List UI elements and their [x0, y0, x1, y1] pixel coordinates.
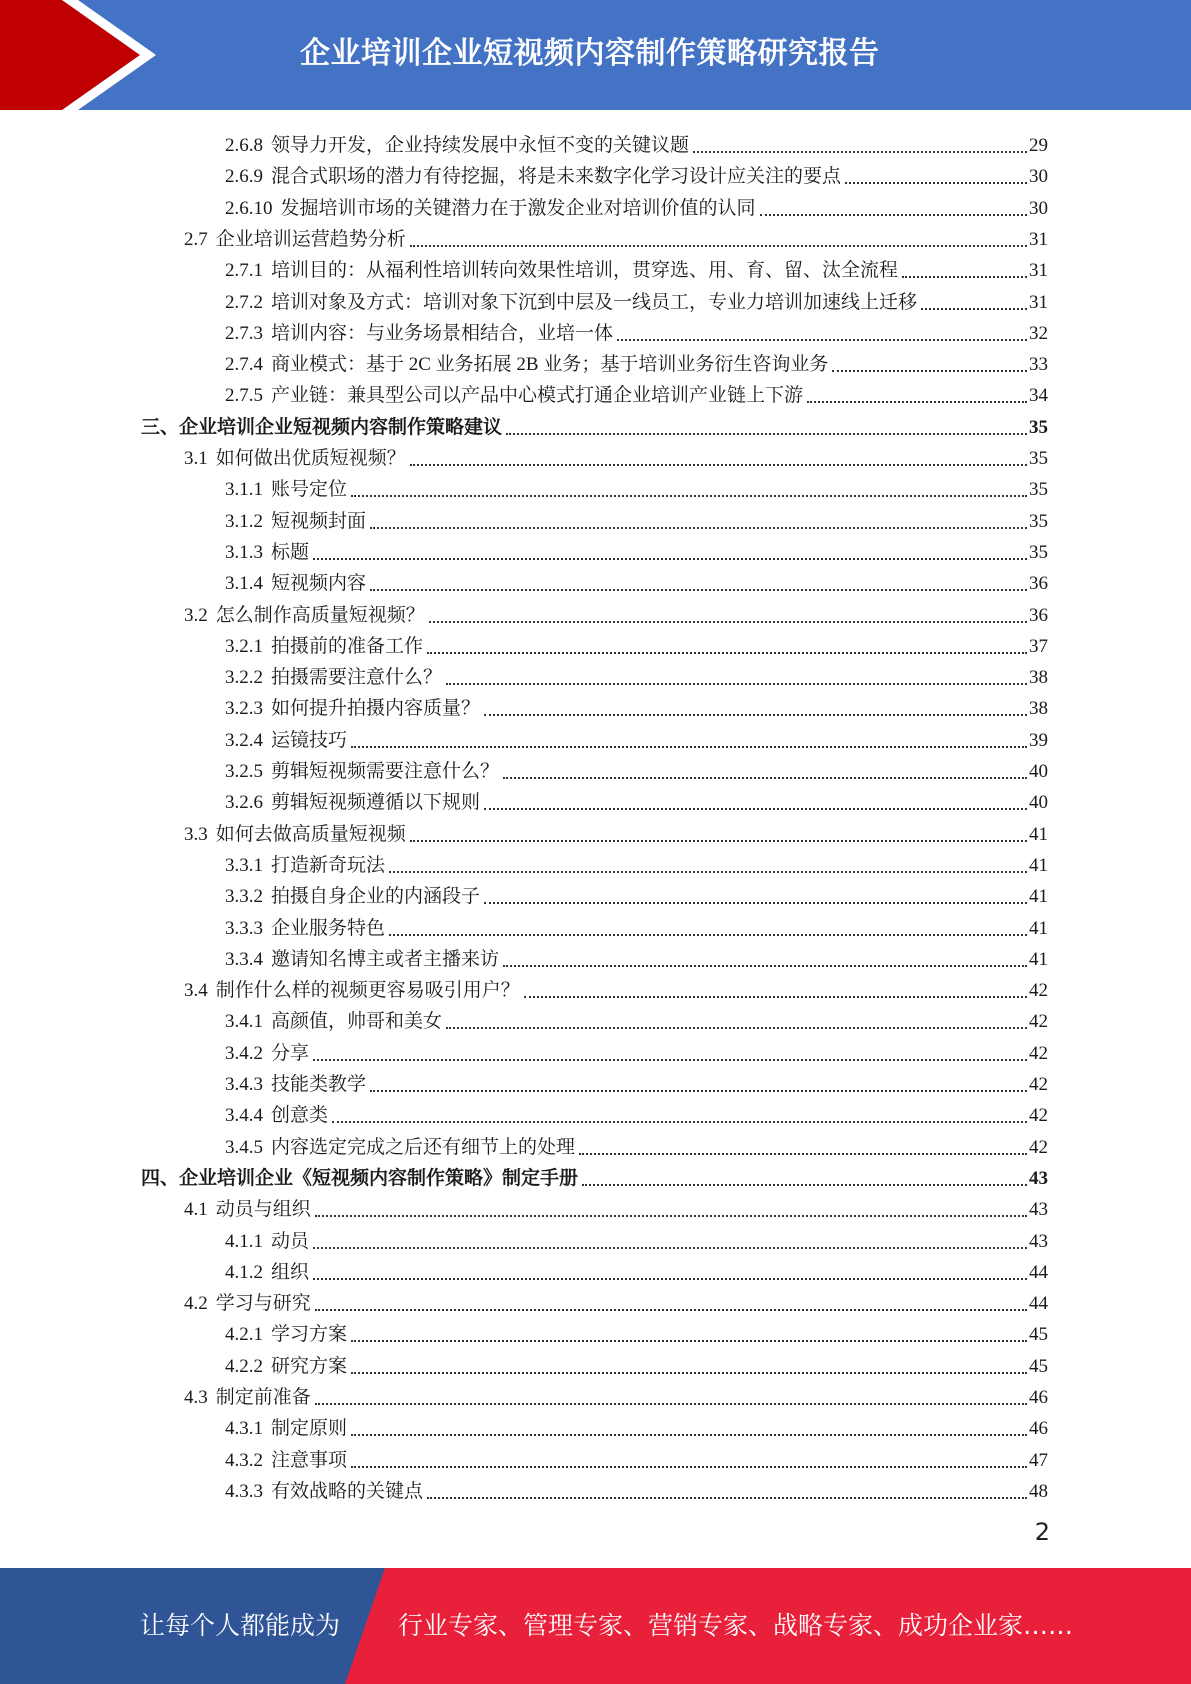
toc-entry-number: 三、 — [141, 417, 180, 438]
toc-entry-page: 33 — [1029, 354, 1048, 375]
toc-entry-title: 账号定位 — [271, 479, 348, 500]
toc-entry-title: 技能类教学 — [271, 1074, 367, 1095]
toc-entry-number: 3.1.2 — [225, 511, 263, 532]
toc-entry[interactable] — [184, 440, 1048, 471]
toc-dot-leader — [410, 245, 1027, 247]
toc-dot-leader — [313, 1278, 1027, 1280]
toc-entry[interactable] — [184, 1379, 1048, 1410]
toc-dot-leader — [410, 464, 1027, 466]
page-header — [0, 0, 1191, 110]
toc-dot-leader — [351, 1434, 1027, 1436]
toc-entry-number: 3.1.3 — [225, 542, 263, 563]
toc-entry[interactable] — [225, 1410, 1048, 1441]
toc-entry-title: 高颜值，帅哥和美女 — [271, 1011, 443, 1032]
toc-entry[interactable] — [225, 784, 1048, 815]
toc-entry[interactable] — [225, 1348, 1048, 1379]
toc-entry-page: 43 — [1029, 1168, 1048, 1189]
toc-dot-leader — [410, 840, 1027, 842]
toc-entry-number: 4.3.3 — [225, 1481, 263, 1502]
toc-entry-page: 34 — [1029, 385, 1048, 406]
toc-entry[interactable] — [225, 315, 1048, 346]
toc-entry-page: 42 — [1029, 1011, 1048, 1032]
toc-entry-number: 3.1.1 — [225, 479, 263, 500]
toc-dot-leader — [313, 1059, 1027, 1061]
toc-entry[interactable] — [225, 1223, 1048, 1254]
toc-entry-number: 3.3.3 — [225, 918, 263, 939]
toc-entry-page: 41 — [1029, 886, 1048, 907]
toc-entry[interactable] — [225, 127, 1048, 158]
toc-dot-leader — [370, 589, 1027, 591]
toc-entry-number: 3.2.2 — [225, 667, 263, 688]
toc-entry[interactable] — [225, 628, 1048, 659]
toc-entry-number: 3.1.4 — [225, 573, 263, 594]
toc-entry-number: 4.1.1 — [225, 1231, 263, 1252]
toc-entry-title: 企业培训运营趋势分析 — [215, 229, 406, 250]
toc-dot-leader — [389, 934, 1027, 936]
toc-entry[interactable] — [225, 847, 1048, 878]
toc-entry[interactable] — [225, 1473, 1048, 1504]
toc-entry-title: 企业培训企业《短视频内容制作策略》制定手册 — [179, 1168, 579, 1189]
toc-entry-number: 2.7.1 — [225, 260, 263, 281]
toc-entry-page: 44 — [1029, 1262, 1048, 1283]
toc-entry-number: 3.3.2 — [225, 886, 263, 907]
toc-entry-number: 4.2.1 — [225, 1324, 263, 1345]
toc-entry-page: 46 — [1029, 1387, 1048, 1408]
toc-entry-title: 拍摄需要注意什么？ — [271, 667, 443, 688]
toc-entry-title: 短视频封面 — [271, 511, 367, 532]
toc-entry[interactable] — [225, 1129, 1048, 1160]
toc-entry-page: 31 — [1029, 229, 1048, 250]
toc-entry[interactable] — [225, 1097, 1048, 1128]
toc-entry[interactable] — [225, 941, 1048, 972]
toc-entry[interactable] — [225, 190, 1048, 221]
toc-entry-title: 企业服务特色 — [271, 918, 386, 939]
toc-dot-leader — [503, 965, 1027, 967]
toc-entry-title: 有效战略的关键点 — [271, 1481, 424, 1502]
toc-entry-page: 45 — [1029, 1356, 1048, 1377]
toc-dot-leader — [484, 714, 1027, 716]
toc-entry[interactable] — [184, 972, 1048, 1003]
footer-slogan-right: 行业专家、管理专家、营销专家、战略专家、成功企业家…… — [398, 1611, 1074, 1640]
toc-entry-title: 培训目的：从福利性培训转向效果性培训，贯穿选、用、育、留、汰全流程 — [271, 260, 899, 281]
toc-entry-title: 发掘培训市场的关键潜力在于激发企业对培训价值的认同 — [280, 198, 756, 219]
toc-entry-title: 培训对象及方式：培训对象下沉到中层及一线员工，专业力培训加速线上迁移 — [271, 292, 918, 313]
toc-entry[interactable] — [184, 221, 1048, 252]
toc-dot-leader — [370, 527, 1027, 529]
toc-dot-leader — [832, 370, 1027, 372]
toc-entry-page: 43 — [1029, 1199, 1048, 1220]
toc-entry-title: 培训内容：与业务场景相结合，业培一体 — [271, 323, 614, 344]
toc-dot-leader — [506, 433, 1027, 435]
toc-entry-title: 研究方案 — [271, 1356, 348, 1377]
toc-entry-page: 40 — [1029, 761, 1048, 782]
toc-dot-leader — [351, 1340, 1027, 1342]
toc-entry-page: 31 — [1029, 292, 1048, 313]
toc-entry-number: 3.1 — [184, 448, 208, 469]
toc-entry-title: 剪辑短视频需要注意什么？ — [271, 761, 500, 782]
toc-entry-number: 2.7.4 — [225, 354, 263, 375]
toc-dot-leader — [807, 401, 1027, 403]
toc-entry-title: 企业培训企业短视频内容制作策略建议 — [179, 417, 503, 438]
toc-entry-title: 分享 — [271, 1043, 310, 1064]
toc-entry[interactable] — [225, 565, 1048, 596]
toc-entry-page: 30 — [1029, 166, 1048, 187]
toc-entry-page: 31 — [1029, 260, 1048, 281]
toc-entry-page: 45 — [1029, 1324, 1048, 1345]
toc-dot-leader — [582, 1184, 1027, 1186]
toc-entry[interactable] — [225, 1066, 1048, 1097]
toc-entry-number: 3.4.2 — [225, 1043, 263, 1064]
toc-dot-leader — [313, 558, 1027, 560]
toc-entry[interactable] — [141, 409, 1048, 440]
toc-entry[interactable] — [225, 534, 1048, 565]
toc-dot-leader — [351, 746, 1027, 748]
toc-entry-page: 35 — [1029, 511, 1048, 532]
toc-entry-title: 注意事项 — [271, 1450, 348, 1471]
toc-entry-number: 3.3.4 — [225, 949, 263, 970]
toc-entry[interactable] — [225, 503, 1048, 534]
toc-entry[interactable] — [225, 690, 1048, 721]
toc-entry[interactable] — [225, 753, 1048, 784]
toc-entry-number: 3.2.6 — [225, 792, 263, 813]
toc-dot-leader — [429, 621, 1027, 623]
toc-dot-leader — [446, 683, 1027, 685]
toc-dot-leader — [484, 902, 1027, 904]
toc-dot-leader — [902, 276, 1027, 278]
toc-entry-title: 剪辑短视频遵循以下规则 — [271, 792, 481, 813]
toc-entry-title: 学习与研究 — [215, 1293, 311, 1314]
toc-dot-leader — [760, 214, 1027, 216]
toc-entry-page: 38 — [1029, 698, 1048, 719]
toc-entry-number: 2.6.9 — [225, 166, 263, 187]
toc-entry-title: 动员与组织 — [215, 1199, 311, 1220]
toc-entry-page: 41 — [1029, 855, 1048, 876]
toc-entry-title: 产业链：兼具型公司以产品中心模式打通企业培训产业链上下游 — [271, 385, 804, 406]
toc-dot-leader — [921, 308, 1027, 310]
toc-entry-page: 44 — [1029, 1293, 1048, 1314]
page-footer — [0, 1568, 1191, 1684]
toc-entry-number: 3.2.5 — [225, 761, 263, 782]
toc-entry-page: 48 — [1029, 1481, 1048, 1502]
toc-entry-number: 4.3.1 — [225, 1418, 263, 1439]
toc-entry-title: 标题 — [271, 542, 310, 563]
toc-entry-title: 如何去做高质量短视频 — [215, 824, 406, 845]
toc-entry-page: 35 — [1029, 479, 1048, 500]
toc-entry[interactable] — [225, 471, 1048, 502]
toc-entry-title: 创意类 — [271, 1105, 329, 1126]
toc-entry-number: 3.3.1 — [225, 855, 263, 876]
toc-entry-title: 拍摄自身企业的内涵段子 — [271, 886, 481, 907]
toc-entry-title: 如何提升拍摄内容质量？ — [271, 698, 481, 719]
toc-entry-number: 四、 — [141, 1168, 180, 1189]
toc-entry-number: 3.3 — [184, 824, 208, 845]
toc-entry-title: 短视频内容 — [271, 573, 367, 594]
toc-entry-title: 制定前准备 — [215, 1387, 311, 1408]
toc-entry-title: 邀请知名博主或者主播来访 — [271, 949, 500, 970]
toc-dot-leader — [332, 1121, 1027, 1123]
toc-entry-page: 37 — [1029, 636, 1048, 657]
toc-entry-page: 35 — [1029, 417, 1048, 438]
toc-entry[interactable] — [225, 1254, 1048, 1285]
toc-entry[interactable] — [184, 1191, 1048, 1222]
toc-dot-leader — [693, 151, 1027, 153]
toc-entry[interactable] — [141, 1160, 1048, 1191]
toc-entry-number: 2.7.2 — [225, 292, 263, 313]
toc-entry-page: 42 — [1029, 1074, 1048, 1095]
toc-entry-number: 2.7.3 — [225, 323, 263, 344]
toc-entry-number: 4.3.2 — [225, 1450, 263, 1471]
toc-entry-number: 2.7 — [184, 229, 208, 250]
toc-entry-number: 3.4.4 — [225, 1105, 263, 1126]
toc-entry-page: 42 — [1029, 1105, 1048, 1126]
toc-dot-leader — [427, 1497, 1027, 1499]
toc-entry-page: 36 — [1029, 605, 1048, 626]
toc-entry[interactable] — [225, 659, 1048, 690]
toc-entry[interactable] — [225, 284, 1048, 315]
toc-dot-leader — [351, 1372, 1027, 1374]
toc-entry-number: 3.2.1 — [225, 636, 263, 657]
toc-entry[interactable] — [184, 597, 1048, 628]
toc-entry-title: 领导力开发，企业持续发展中永恒不变的关键议题 — [271, 135, 690, 156]
toc-dot-leader — [579, 1153, 1027, 1155]
toc-entry-title: 运镜技巧 — [271, 730, 348, 751]
toc-dot-leader — [351, 495, 1027, 497]
toc-entry-number: 3.4 — [184, 980, 208, 1001]
toc-entry-number: 3.2 — [184, 605, 208, 626]
document-title: 企业培训企业短视频内容制作策略研究报告 — [300, 36, 880, 71]
toc-entry-page: 47 — [1029, 1450, 1048, 1471]
toc-entry-number: 3.4.3 — [225, 1074, 263, 1095]
footer-slogan-left: 让每个人都能成为 — [140, 1611, 341, 1640]
toc-dot-leader — [389, 871, 1027, 873]
toc-dot-leader — [313, 1247, 1027, 1249]
toc-entry-page: 43 — [1029, 1231, 1048, 1252]
toc-dot-leader — [427, 652, 1027, 654]
toc-entry-page: 42 — [1029, 980, 1048, 1001]
toc-entry-title: 混合式职场的潜力有待挖掘，将是未来数字化学习设计应关注的要点 — [271, 166, 842, 187]
toc-entry-title: 学习方案 — [271, 1324, 348, 1345]
toc-entry-title: 打造新奇玩法 — [271, 855, 386, 876]
toc-entry[interactable] — [225, 346, 1048, 377]
toc-entry-number: 4.2 — [184, 1293, 208, 1314]
toc-entry-number: 3.4.1 — [225, 1011, 263, 1032]
toc-dot-leader — [315, 1403, 1027, 1405]
toc-entry-page: 39 — [1029, 730, 1048, 751]
toc-entry-number: 2.6.10 — [225, 198, 273, 219]
toc-entry-page: 41 — [1029, 949, 1048, 970]
toc-entry-title: 拍摄前的准备工作 — [271, 636, 424, 657]
toc-entry-page: 36 — [1029, 573, 1048, 594]
toc-entry[interactable] — [225, 1003, 1048, 1034]
toc-entry[interactable] — [225, 1316, 1048, 1347]
toc-entry[interactable] — [225, 1035, 1048, 1066]
toc-entry-number: 2.6.8 — [225, 135, 263, 156]
toc-dot-leader — [524, 996, 1027, 998]
toc-dot-leader — [315, 1215, 1027, 1217]
toc-entry-page: 46 — [1029, 1418, 1048, 1439]
toc-entry[interactable] — [184, 1285, 1048, 1316]
toc-entry-page: 32 — [1029, 323, 1048, 344]
toc-entry-number: 4.1 — [184, 1199, 208, 1220]
toc-entry-number: 3.2.3 — [225, 698, 263, 719]
toc-dot-leader — [845, 182, 1027, 184]
toc-entry-page: 40 — [1029, 792, 1048, 813]
toc-entry-title: 内容选定完成之后还有细节上的处理 — [271, 1137, 576, 1158]
toc-entry-number: 3.4.5 — [225, 1137, 263, 1158]
toc-entry-title: 动员 — [271, 1231, 310, 1252]
toc-dot-leader — [484, 808, 1027, 810]
toc-entry-title: 制作什么样的视频更容易吸引用户？ — [215, 980, 520, 1001]
toc-dot-leader — [617, 339, 1027, 341]
toc-entry-title: 商业模式：基于 2C 业务拓展 2B 业务；基于培训业务衍生咨询业务 — [271, 354, 829, 375]
toc-entry-title: 如何做出优质短视频？ — [215, 448, 406, 469]
toc-entry[interactable] — [225, 158, 1048, 189]
toc-dot-leader — [370, 1090, 1027, 1092]
toc-entry-title: 组织 — [271, 1262, 310, 1283]
toc-entry-page: 42 — [1029, 1137, 1048, 1158]
toc-entry[interactable] — [225, 878, 1048, 909]
toc-entry-page: 41 — [1029, 824, 1048, 845]
toc-dot-leader — [315, 1309, 1027, 1311]
toc-entry[interactable] — [225, 722, 1048, 753]
toc-entry-page: 30 — [1029, 198, 1048, 219]
toc-entry-number: 2.7.5 — [225, 385, 263, 406]
toc-entry-number: 4.2.2 — [225, 1356, 263, 1377]
toc-entry-page: 42 — [1029, 1043, 1048, 1064]
toc-entry[interactable] — [225, 910, 1048, 941]
toc-entry[interactable] — [225, 252, 1048, 283]
toc-entry-page: 41 — [1029, 918, 1048, 939]
toc-entry-page: 35 — [1029, 542, 1048, 563]
toc-dot-leader — [446, 1027, 1027, 1029]
toc-entry-title: 制定原则 — [271, 1418, 348, 1439]
toc-entry-page: 29 — [1029, 135, 1048, 156]
toc-entry-page: 38 — [1029, 667, 1048, 688]
toc-dot-leader — [503, 777, 1027, 779]
toc-entry-title: 怎么制作高质量短视频？ — [215, 605, 425, 626]
toc-entry-number: 3.2.4 — [225, 730, 263, 751]
toc-entry[interactable] — [225, 1442, 1048, 1473]
toc-entry[interactable] — [184, 816, 1048, 847]
toc-entry-number: 4.1.2 — [225, 1262, 263, 1283]
toc-entry-number: 4.3 — [184, 1387, 208, 1408]
toc-dot-leader — [351, 1466, 1027, 1468]
toc-entry-page: 35 — [1029, 448, 1048, 469]
page-number: 2 — [1034, 1518, 1050, 1546]
toc-entry[interactable] — [225, 377, 1048, 408]
